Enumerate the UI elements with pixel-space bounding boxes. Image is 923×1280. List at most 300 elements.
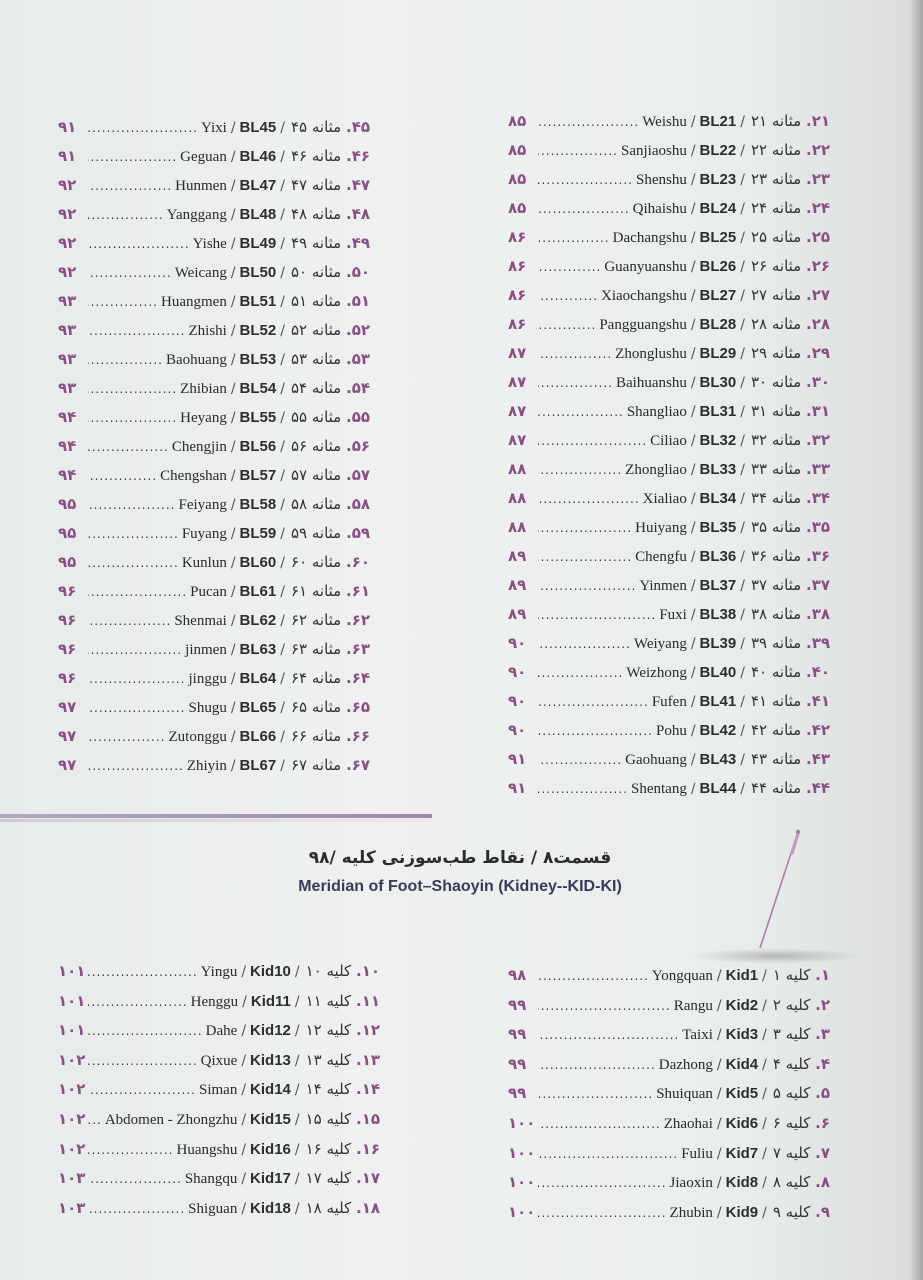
separator: / xyxy=(740,317,745,333)
dot-leader xyxy=(538,173,633,187)
dot-leader xyxy=(88,556,179,570)
entry-number: ۴۷. xyxy=(345,176,370,194)
separator: / xyxy=(242,993,247,1010)
separator: / xyxy=(740,462,745,478)
index-entry-row xyxy=(508,257,830,286)
index-entry-row xyxy=(58,1169,380,1199)
section-divider-shadow xyxy=(0,819,432,822)
point-code: BL28 xyxy=(699,316,737,333)
dot-leader xyxy=(538,637,631,651)
separator: / xyxy=(230,410,236,426)
point-code: BL34 xyxy=(699,490,737,507)
point-persian-label xyxy=(291,553,370,571)
persian-name: مثانه ۵۱ xyxy=(290,292,342,310)
persian-name: مثانه ۵۶ xyxy=(290,437,342,455)
dot-leader xyxy=(88,643,182,657)
index-entry-row xyxy=(58,1080,380,1110)
point-persian-label xyxy=(751,663,830,681)
dot-leader xyxy=(88,440,169,454)
entry-number: ۶۱. xyxy=(345,582,370,600)
entry-number: ۶۳. xyxy=(345,640,370,658)
persian-name: مثانه ۲۵ xyxy=(750,228,802,246)
point-code: Kid6 xyxy=(725,1114,759,1132)
point-name: Guanyuanshu xyxy=(604,259,687,275)
entry-number: ۳۸. xyxy=(805,605,830,623)
point-persian-label xyxy=(751,344,830,362)
point-code: Kid10 xyxy=(250,963,291,980)
persian-name: مثانه ۵۹ xyxy=(290,524,342,542)
persian-name: مثانه ۴۶ xyxy=(290,147,342,165)
point-name: Yingu xyxy=(200,964,238,980)
separator: / xyxy=(241,1023,247,1040)
page-number: ۹۶ xyxy=(58,640,77,658)
dot-leader xyxy=(88,469,157,483)
page-number: ۹۳ xyxy=(58,350,77,368)
point-persian-label xyxy=(751,721,830,739)
persian-name: مثانه ۶۳ xyxy=(290,640,342,658)
page-number: ۸۵ xyxy=(508,170,527,188)
persian-name: کلیه ۱۶ xyxy=(305,1139,352,1158)
page-number: ۱۰۲ xyxy=(58,1080,86,1099)
index-entry-row xyxy=(58,408,370,437)
persian-name: مثانه ۵۸ xyxy=(290,495,342,513)
separator: / xyxy=(690,114,696,130)
page-number: ۹۶ xyxy=(58,582,77,600)
entry-number: ۲۲. xyxy=(805,141,830,159)
dot-leader xyxy=(538,724,653,738)
separator: / xyxy=(690,462,696,478)
separator: / xyxy=(230,526,236,542)
point-persian-label xyxy=(751,750,830,768)
point-code: BL46 xyxy=(239,148,277,165)
point-name: Dazhong xyxy=(658,1056,713,1073)
index-entry-row xyxy=(508,489,830,518)
point-name: Xiaochangshu xyxy=(601,288,687,304)
persian-name: مثانه ۳۴ xyxy=(750,489,802,507)
separator: / xyxy=(762,1056,767,1073)
dot-leader xyxy=(538,753,622,767)
dot-leader xyxy=(88,150,177,164)
index-entry-row xyxy=(58,437,370,466)
separator: / xyxy=(690,694,696,710)
persian-name: مثانه ۲۴ xyxy=(750,199,802,217)
separator: / xyxy=(294,1082,300,1099)
point-code: Kid7 xyxy=(725,1144,759,1162)
separator: / xyxy=(740,781,745,797)
entry-number: ۳۷. xyxy=(805,576,830,594)
separator: / xyxy=(230,178,236,194)
persian-name: کلیه ۵ xyxy=(772,1084,811,1103)
page-number: ۸۵ xyxy=(508,199,527,217)
dot-leader xyxy=(538,666,623,680)
dot-leader xyxy=(88,759,184,773)
index-entry-row xyxy=(58,1110,380,1140)
point-persian-label xyxy=(751,460,830,478)
dot-leader xyxy=(88,353,163,367)
separator: / xyxy=(241,1200,247,1217)
index-entry-row xyxy=(58,698,370,727)
separator: / xyxy=(230,468,236,484)
index-entry-row xyxy=(58,727,370,756)
separator: / xyxy=(280,526,285,542)
separator: / xyxy=(230,584,236,600)
point-persian-label xyxy=(306,1140,380,1158)
separator: / xyxy=(690,578,696,594)
point-persian-label xyxy=(291,118,370,136)
point-persian-label xyxy=(291,292,370,310)
dot-leader xyxy=(88,995,188,1009)
persian-name: مثانه ۴۴ xyxy=(750,779,802,797)
page-number: ۸۸ xyxy=(508,460,527,478)
point-name: Yishe xyxy=(192,236,227,252)
persian-name: کلیه ۲ xyxy=(772,995,811,1014)
persian-name: مثانه ۴۸ xyxy=(290,205,342,223)
entry-number: ۲. xyxy=(815,995,830,1014)
page-number: ۹۰ xyxy=(508,634,527,652)
kid-index-right-column xyxy=(508,966,830,1232)
persian-name: مثانه ۶۶ xyxy=(290,727,342,745)
persian-name: کلیه ۹ xyxy=(772,1202,811,1221)
point-code: BL61 xyxy=(239,583,277,600)
separator: / xyxy=(280,294,285,310)
separator: / xyxy=(716,968,722,984)
separator: / xyxy=(740,723,745,739)
persian-name: کلیه ۱۱ xyxy=(305,991,352,1010)
entry-number: ۱۶. xyxy=(355,1139,380,1158)
separator: / xyxy=(740,288,745,304)
persian-name: کلیه ۶ xyxy=(772,1113,811,1132)
persian-name: مثانه ۴۳ xyxy=(750,750,802,768)
separator: / xyxy=(740,433,745,449)
dot-leader xyxy=(88,237,190,251)
entry-number: ۴۶. xyxy=(345,147,370,165)
index-entry-row xyxy=(58,205,370,234)
index-entry-row xyxy=(58,524,370,553)
persian-name: مثانه ۲۲ xyxy=(750,141,802,159)
entry-number: ۱۵. xyxy=(355,1109,380,1128)
point-persian-label xyxy=(773,1114,830,1132)
point-code: BL30 xyxy=(699,374,737,391)
entry-number: ۱۱. xyxy=(355,991,380,1010)
point-name: Pucan xyxy=(190,584,227,600)
separator: / xyxy=(230,439,236,455)
separator: / xyxy=(716,1204,722,1221)
entry-number: ۹. xyxy=(815,1202,830,1221)
separator: / xyxy=(280,555,285,571)
page-number: ۸۷ xyxy=(508,373,527,391)
dot-leader xyxy=(538,608,656,622)
section-title-fa: قسمت۸ / نقاط طب‌سوزنی کلیه /۹۸ xyxy=(308,848,612,868)
separator: / xyxy=(690,665,696,681)
entry-number: ۴۴. xyxy=(805,779,830,797)
page-number: ۹۹ xyxy=(508,1054,527,1073)
persian-name: مثانه ۴۰ xyxy=(750,663,802,681)
page-number: ۹۱ xyxy=(508,779,527,797)
persian-name: مثانه ۲۳ xyxy=(750,170,802,188)
separator: / xyxy=(740,346,745,362)
point-persian-label xyxy=(291,234,370,252)
point-code: BL59 xyxy=(239,525,277,542)
point-persian-label xyxy=(751,489,830,507)
point-code: BL21 xyxy=(699,113,737,130)
separator: / xyxy=(690,317,696,333)
point-code: BL38 xyxy=(699,606,737,623)
section-title-en: Meridian of Foot–Shaoyin (Kidney--KID-KI) xyxy=(298,878,622,895)
separator: / xyxy=(280,729,285,745)
entry-number: ۴۵. xyxy=(345,118,370,136)
point-name: Weizhong xyxy=(626,665,687,681)
dot-leader xyxy=(538,376,613,390)
separator: / xyxy=(690,201,696,217)
point-name: Dahe xyxy=(205,1023,238,1040)
separator: / xyxy=(294,1200,300,1217)
point-name: Shiguan xyxy=(188,1200,238,1217)
dot-leader xyxy=(538,492,640,506)
page-number: ۹۶ xyxy=(58,669,77,687)
point-name: Zhonglushu xyxy=(615,346,687,362)
page-number: ۸۶ xyxy=(508,315,527,333)
entry-number: ۳. xyxy=(815,1025,830,1044)
persian-name: مثانه ۴۲ xyxy=(750,721,802,739)
persian-name: مثانه ۶۵ xyxy=(290,698,342,716)
point-code: BL25 xyxy=(699,229,737,246)
page-number: ۱۰۰ xyxy=(508,1202,536,1221)
dot-leader xyxy=(88,1172,182,1186)
index-entry-row xyxy=(58,611,370,640)
separator: / xyxy=(280,439,285,455)
index-entry-row xyxy=(58,176,370,205)
index-entry-row xyxy=(508,576,830,605)
separator: / xyxy=(762,1115,767,1132)
dot-leader xyxy=(538,1028,679,1042)
separator: / xyxy=(690,723,696,739)
point-name: Zhiyin xyxy=(186,758,227,774)
point-name: Chengjin xyxy=(171,439,227,455)
dot-leader xyxy=(88,208,164,222)
point-persian-label xyxy=(306,992,380,1010)
point-name: Yanggang xyxy=(166,207,227,223)
dot-leader xyxy=(88,1143,174,1157)
page-number: ۱۰۱ xyxy=(58,962,86,980)
index-entry-row xyxy=(508,1114,830,1144)
dot-leader xyxy=(538,1087,653,1101)
page-number: ۹۹ xyxy=(508,1025,527,1044)
entry-number: ۴۲. xyxy=(805,721,830,739)
point-persian-label xyxy=(306,1169,380,1187)
point-persian-label xyxy=(291,495,370,513)
point-persian-label xyxy=(751,373,830,391)
index-entry-row xyxy=(508,373,830,402)
index-entry-row xyxy=(508,634,830,663)
point-persian-label xyxy=(291,640,370,658)
acupuncture-needle-icon xyxy=(740,828,820,958)
index-entry-row xyxy=(508,518,830,547)
page-number: ۸۷ xyxy=(508,344,527,362)
page-number: ۸۶ xyxy=(508,228,527,246)
point-code: BL36 xyxy=(699,548,737,565)
point-name: Chengshan xyxy=(160,468,227,484)
point-name: Zhibian xyxy=(180,381,227,397)
index-entry-row xyxy=(58,350,370,379)
point-name: Shugu xyxy=(188,700,227,716)
separator: / xyxy=(230,381,236,397)
entry-number: ۲۷. xyxy=(805,286,830,304)
page-number: ۹۰ xyxy=(508,721,527,739)
point-persian-label xyxy=(291,408,370,426)
separator: / xyxy=(280,149,285,165)
point-name: Qihaishu xyxy=(632,201,687,217)
bl-index-left-column xyxy=(58,118,370,785)
point-persian-label xyxy=(773,966,830,984)
entry-number: ۵۶. xyxy=(345,437,370,455)
dot-leader xyxy=(538,289,598,303)
separator: / xyxy=(294,1052,300,1069)
separator: / xyxy=(690,230,696,246)
entry-number: ۴۳. xyxy=(805,750,830,768)
separator: / xyxy=(762,1145,767,1162)
point-code: Kid5 xyxy=(725,1085,759,1103)
entry-number: ۶۴. xyxy=(345,669,370,687)
index-entry-row xyxy=(58,292,370,321)
point-name: Huiyang xyxy=(635,520,687,536)
entry-number: ۶۰. xyxy=(345,553,370,571)
entry-number: ۱۴. xyxy=(355,1080,380,1099)
persian-name: کلیه ۱۴ xyxy=(305,1080,352,1099)
page-number: ۹۷ xyxy=(58,698,77,716)
entry-number: ۳۶. xyxy=(805,547,830,565)
index-entry-row xyxy=(58,379,370,408)
index-entry-row xyxy=(58,756,370,785)
dot-leader xyxy=(88,179,172,193)
index-entry-row xyxy=(508,547,830,576)
persian-name: مثانه ۴۹ xyxy=(290,234,342,252)
separator: / xyxy=(280,352,285,368)
point-name: Kunlun xyxy=(181,555,227,571)
index-entry-row xyxy=(58,263,370,292)
dot-leader xyxy=(88,701,185,715)
separator: / xyxy=(740,143,745,159)
separator: / xyxy=(241,1141,247,1158)
persian-name: مثانه ۳۸ xyxy=(750,605,802,623)
point-code: BL56 xyxy=(239,438,277,455)
point-code: Kid17 xyxy=(250,1170,291,1188)
point-name: Chengfu xyxy=(635,549,687,565)
point-code: BL47 xyxy=(239,177,277,194)
dot-leader xyxy=(88,730,165,744)
dot-leader xyxy=(538,1147,678,1161)
page-number: ۸۵ xyxy=(508,112,527,130)
separator: / xyxy=(690,172,696,188)
index-entry-row xyxy=(508,199,830,228)
point-persian-label xyxy=(751,402,830,420)
entry-number: ۱۸. xyxy=(355,1198,380,1217)
separator: / xyxy=(716,1027,722,1044)
point-code: BL33 xyxy=(699,461,737,478)
point-name: Yixi xyxy=(200,120,227,136)
entry-number: ۲۴. xyxy=(805,199,830,217)
point-name: Siman xyxy=(198,1082,238,1099)
point-code: BL49 xyxy=(239,235,277,252)
point-name: Dachangshu xyxy=(612,230,687,246)
separator: / xyxy=(280,642,285,658)
entry-number: ۵۵. xyxy=(345,408,370,426)
entry-number: ۵۰. xyxy=(345,263,370,281)
point-name: jinggu xyxy=(188,671,227,687)
point-name: Sanjiaoshu xyxy=(620,143,687,159)
separator: / xyxy=(230,120,236,136)
separator: / xyxy=(740,230,745,246)
page-number: ۹۵ xyxy=(58,524,77,542)
entry-number: ۵۲. xyxy=(345,321,370,339)
separator: / xyxy=(740,201,745,217)
separator: / xyxy=(740,636,745,652)
separator: / xyxy=(762,1175,767,1192)
page-number: ۱۰۱ xyxy=(58,1021,86,1040)
page-number: ۸۷ xyxy=(508,402,527,420)
dot-leader xyxy=(88,1083,196,1097)
point-persian-label xyxy=(773,1025,830,1043)
separator: / xyxy=(690,607,696,623)
separator: / xyxy=(740,259,745,275)
point-name: Shuiquan xyxy=(656,1086,713,1103)
separator: / xyxy=(280,613,285,629)
point-name: Geguan xyxy=(180,149,227,165)
point-code: Kid3 xyxy=(725,1026,759,1044)
page-number: ۹۹ xyxy=(508,1084,527,1103)
point-persian-label xyxy=(751,228,830,246)
point-name: Rangu xyxy=(673,997,713,1014)
index-entry-row xyxy=(508,460,830,489)
dot-leader xyxy=(88,585,187,599)
point-name: Weishu xyxy=(642,114,687,130)
separator: / xyxy=(241,1082,247,1099)
index-entry-row xyxy=(58,1051,380,1081)
dot-leader xyxy=(538,782,628,796)
separator: / xyxy=(280,120,285,136)
entry-number: ۱۳. xyxy=(355,1050,380,1069)
point-persian-label xyxy=(306,1021,380,1039)
page-number: ۱۰۲ xyxy=(58,1050,86,1069)
index-entry-row xyxy=(58,553,370,582)
point-name: Huangmen xyxy=(161,294,227,310)
point-name: Fufen xyxy=(651,694,687,710)
separator: / xyxy=(230,352,236,368)
point-name: Weiyang xyxy=(633,636,687,652)
page-number: ۹۲ xyxy=(58,263,77,281)
persian-name: مثانه ۳۵ xyxy=(750,518,802,536)
point-name: Abdomen - Zhongzhu xyxy=(104,1111,238,1128)
point-name: Shangliao xyxy=(626,404,687,420)
dot-leader xyxy=(538,144,618,158)
page-number: ۹۵ xyxy=(58,553,77,571)
entry-number: ۲۸. xyxy=(805,315,830,333)
point-code: BL51 xyxy=(239,293,277,310)
point-code: BL65 xyxy=(239,699,277,716)
point-name: Shentang xyxy=(631,781,687,797)
point-code: BL45 xyxy=(239,119,277,136)
persian-name: مثانه ۳۲ xyxy=(750,431,802,449)
separator: / xyxy=(762,1204,767,1221)
point-code: BL37 xyxy=(699,577,737,594)
page-number: ۹۱ xyxy=(58,118,77,136)
separator: / xyxy=(280,584,285,600)
separator: / xyxy=(230,149,236,165)
point-code: BL58 xyxy=(239,496,277,513)
page-number: ۸۶ xyxy=(508,257,527,275)
entry-number: ۴۸. xyxy=(345,205,370,223)
page-number: ۹۱ xyxy=(58,147,77,165)
dot-leader xyxy=(538,347,612,361)
